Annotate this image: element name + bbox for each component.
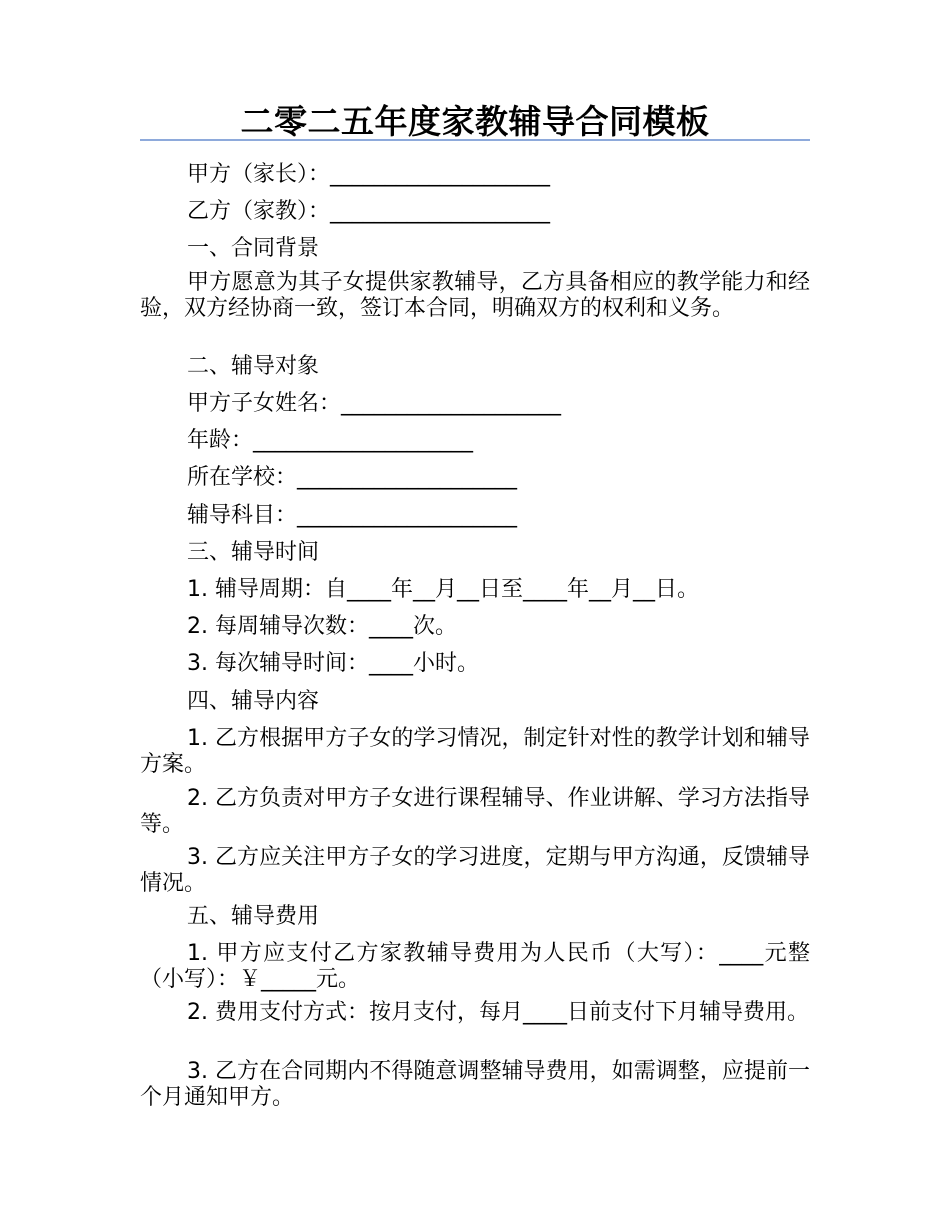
fee-item-1: 1. 甲方应支付乙方家教辅导费用为人民币（大写）：____元整（小写）：￥_____元。 xyxy=(140,941,810,992)
tutoring-period: 1. 辅导周期：自____年__月__日至____年__月__日。 xyxy=(187,577,699,602)
sessions-per-week: 2. 每周辅导次数：____次。 xyxy=(187,614,457,639)
content-item-3: 3. 乙方应关注甲方子女的学习进度，定期与甲方沟通，反馈辅导情况。 xyxy=(140,845,810,896)
school-field: 所在学校：____________________ xyxy=(187,465,518,490)
section-5-heading: 五、辅导费用 xyxy=(187,904,320,929)
fee-item-3: 3. 乙方在合同期内不得随意调整辅导费用，如需调整，应提前一个月通知甲方。 xyxy=(140,1059,810,1110)
section-1-heading: 一、合同背景 xyxy=(187,236,320,261)
section-2-heading: 二、辅导对象 xyxy=(187,354,320,379)
age-field: 年龄：____________________ xyxy=(187,428,474,453)
content-item-1: 1. 乙方根据甲方子女的学习情况，制定针对性的教学计划和辅导方案。 xyxy=(140,726,810,777)
content-item-2: 2. 乙方负责对甲方子女进行课程辅导、作业讲解、学习方法指导等。 xyxy=(140,786,810,837)
subject-field: 辅导科目：____________________ xyxy=(187,503,518,528)
party-b-field: 乙方（家教）：____________________ xyxy=(187,199,551,224)
fee-item-2: 2. 费用支付方式：按月支付，每月____日前支付下月辅导费用。 xyxy=(187,1000,809,1025)
title-underline xyxy=(140,139,810,141)
section-1-text: 甲方愿意为其子女提供家教辅导，乙方具备相应的教学能力和经验，双方经协商一致，签订本合同，明确双方的权利和义务。 xyxy=(140,270,810,321)
section-4-heading: 四、辅导内容 xyxy=(187,689,320,714)
section-3-heading: 三、辅导时间 xyxy=(187,540,320,565)
party-a-field: 甲方（家长）：____________________ xyxy=(187,162,551,187)
document-title: 二零二五年度家教辅导合同模板 xyxy=(240,102,710,141)
child-name-field: 甲方子女姓名：____________________ xyxy=(187,391,562,416)
hours-per-session: 3. 每次辅导时间：____小时。 xyxy=(187,651,479,676)
